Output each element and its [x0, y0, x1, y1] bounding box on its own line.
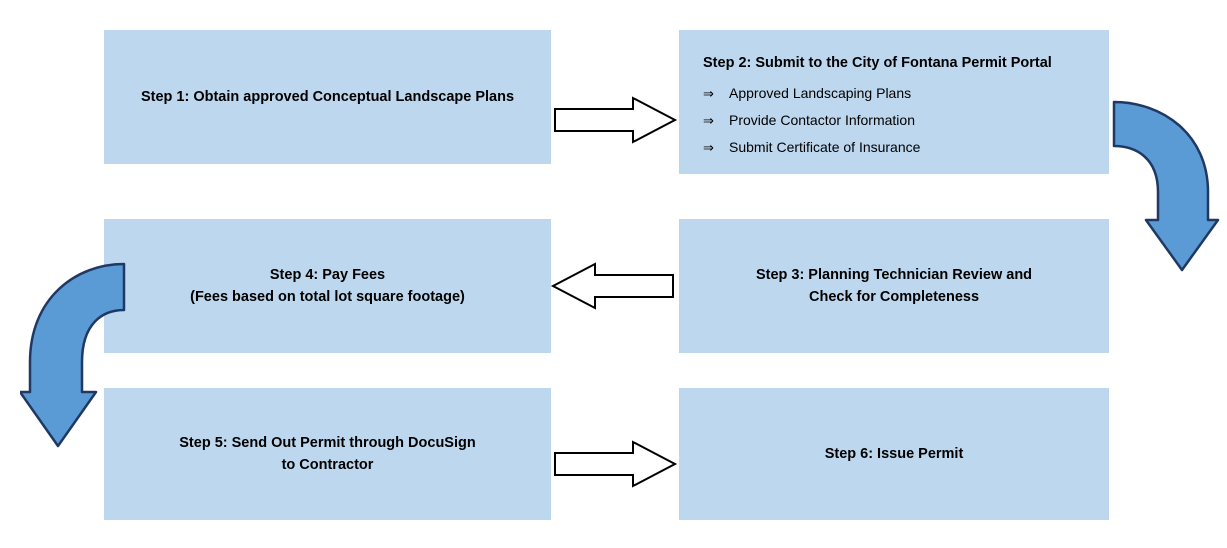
step-5-box [104, 388, 551, 520]
step-3-box [679, 219, 1109, 353]
list-item-label: Submit Certificate of Insurance [729, 139, 921, 156]
arrow-left-step3-step4 [547, 262, 675, 310]
step-2-title: Step 2: Submit to the City of Fontana Permit Portal [703, 55, 1052, 71]
step-2-box [679, 30, 1109, 174]
list-item [703, 134, 1095, 161]
step-1-title: Step 1: Obtain approved Conceptual Landscape Plans [140, 88, 515, 105]
curved-arrow-step2-step3 [1110, 100, 1220, 290]
step-2-bullet-list [679, 80, 1109, 161]
step-4-title: Step 4: Pay Fees [269, 266, 386, 283]
step-3-title-line2: Check for Completeness [808, 289, 980, 305]
step-6-box [679, 388, 1109, 520]
curved-arrow-step4-step5 [20, 262, 130, 467]
list-item-label: Approved Landscaping Plans [729, 85, 912, 102]
list-item [703, 107, 1095, 134]
double-arrow-icon: ⇒ [703, 140, 714, 156]
step-6-title: Step 6: Issue Permit [824, 445, 964, 462]
step-5-title: Step 5: Send Out Permit through DocuSign [179, 434, 476, 451]
double-arrow-icon: ⇒ [703, 113, 714, 129]
step-4-box [104, 219, 551, 353]
arrow-right-step1-step2 [553, 96, 678, 144]
list-item [703, 80, 1095, 107]
arrow-right-step5-step6 [553, 440, 678, 488]
double-arrow-icon: ⇒ [703, 86, 714, 102]
step-3-title: Step 3: Planning Technician Review and [755, 266, 1033, 283]
step-4-title-line2: (Fees based on total lot square footage) [190, 289, 465, 305]
step-1-box [104, 30, 551, 164]
list-item-label: Provide Contactor Information [729, 112, 915, 129]
step-5-title-line2: to Contractor [281, 457, 374, 473]
